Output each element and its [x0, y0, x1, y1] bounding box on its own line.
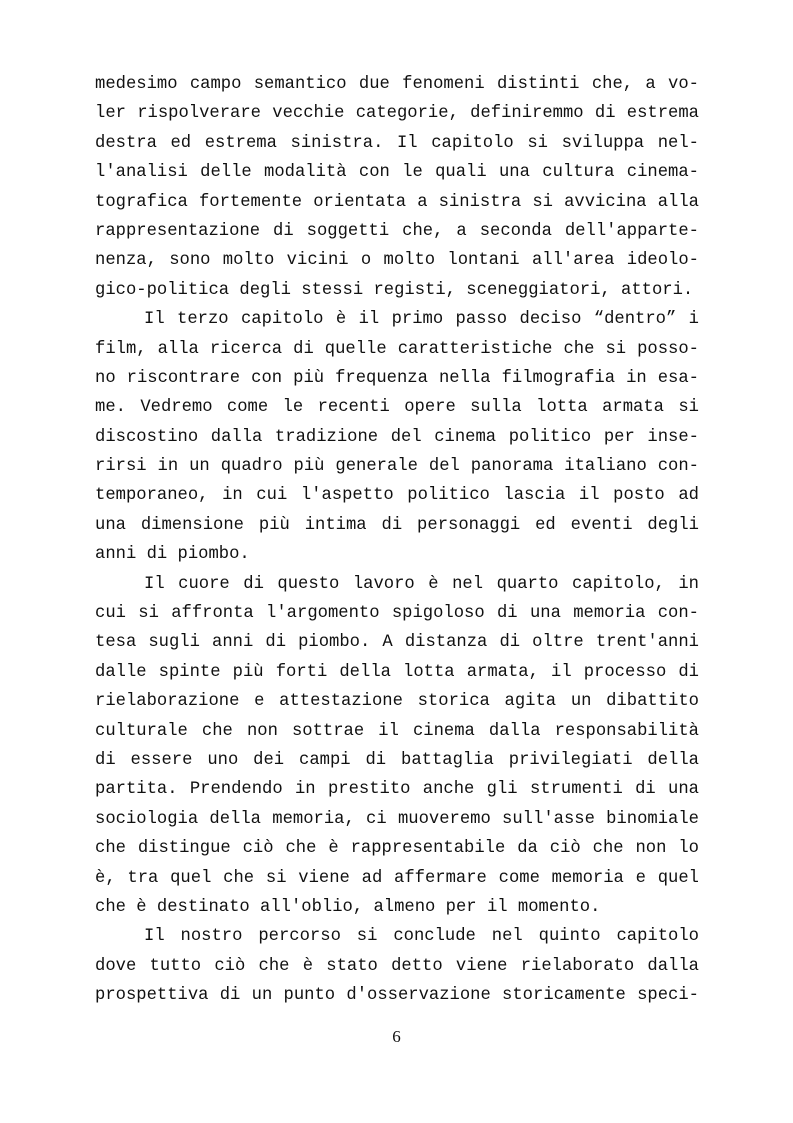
text-line: film, alla ricerca di quelle caratteristiche che si posso- [95, 339, 699, 359]
text-line: destra ed estrema sinistra. Il capitolo si sviluppa nel- [95, 133, 699, 153]
page-number: 6 [392, 1027, 401, 1046]
text-line: rielaborazione e attestazione storica agita un dibattito [95, 692, 699, 712]
text-line: rirsi in un quadro più generale del panorama italiano con- [95, 457, 699, 477]
text-line: una dimensione più intima di personaggi ed eventi degli [95, 515, 699, 535]
text-line: di essere uno dei campi di battaglia privilegiati della [95, 750, 699, 770]
text-line: ler rispolverare vecchie categorie, definiremmo di estrema [95, 104, 699, 124]
text-line: partita. Prendendo in prestito anche gli strumenti di una [95, 780, 699, 800]
text-line: dalle spinte più forti della lotta armata, il processo di [95, 662, 699, 682]
text-line: nenza, sono molto vicini o molto lontani all'area ideolo- [95, 251, 699, 271]
text-line: rappresentazione di soggetti che, a seconda dell'apparte- [95, 221, 699, 241]
text-line: che distingue ciò che è rappresentabile da ciò che non lo [95, 839, 699, 859]
text-line: è, tra quel che si viene ad affermare come memoria e quel [95, 868, 699, 888]
text-line: prospettiva di un punto d'osservazione storicamente speci- [95, 986, 699, 1006]
text-line: no riscontrare con più frequenza nella filmografia in esa- [95, 368, 699, 388]
text-line: medesimo campo semantico due fenomeni distinti che, a vo- [95, 75, 699, 94]
text-line: culturale che non sottrae il cinema dalla responsabilità [95, 721, 699, 741]
text-line: discostino dalla tradizione del cinema politico per inse- [95, 427, 699, 447]
text-line: Il cuore di questo lavoro è nel quarto capitolo, in [144, 574, 699, 594]
text-line: Il nostro percorso si conclude nel quinto capitolo [144, 927, 699, 947]
text-line: l'analisi delle modalità con le quali una cultura cinema- [95, 163, 699, 183]
text-line: tografica fortemente orientata a sinistra si avvicina alla [95, 192, 699, 212]
text-line: sociologia della memoria, ci muoveremo sull'asse binomiale [95, 809, 699, 829]
text-line: che è destinato all'oblio, almeno per il momento. [95, 897, 601, 917]
text-line: gico-politica degli stessi registi, sceneggiatori, attori. [95, 280, 694, 300]
text-line: me. Vedremo come le recenti opere sulla lotta armata si [95, 398, 699, 418]
body-text [95, 70, 699, 1011]
text-line: anni di piombo. [95, 545, 250, 565]
text-line: cui si affronta l'argomento spigoloso di una memoria con- [95, 604, 699, 624]
text-line: Il terzo capitolo è il primo passo deciso “dentro” i [144, 310, 699, 330]
text-line: temporaneo, in cui l'aspetto politico lascia il posto ad [95, 486, 699, 506]
text-line: dove tutto ciò che è stato detto viene rielaborato dalla [95, 956, 699, 976]
text-line: tesa sugli anni di piombo. A distanza di oltre trent'anni [95, 633, 699, 653]
